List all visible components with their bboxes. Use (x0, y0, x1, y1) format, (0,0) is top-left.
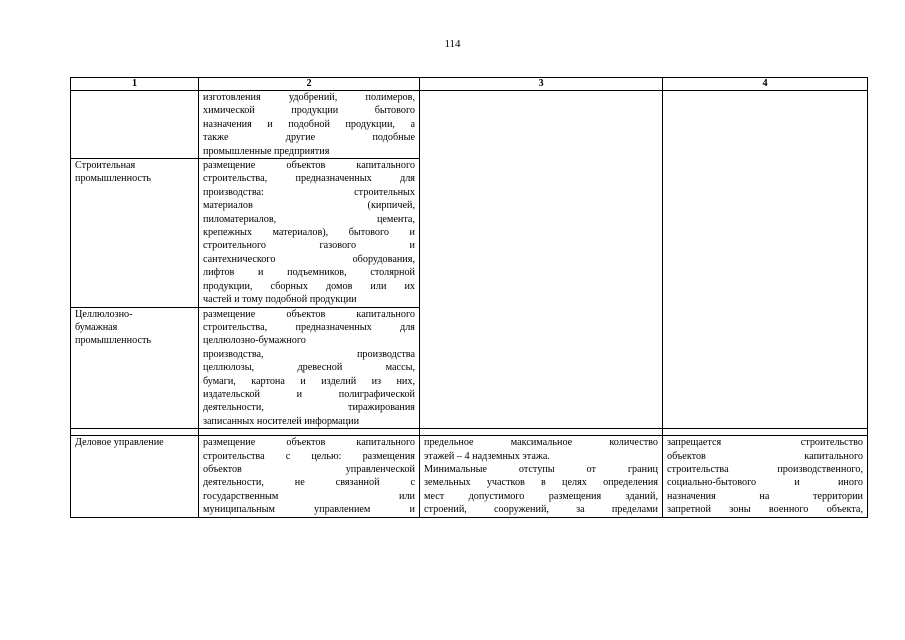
text-line: промышленные предприятия (203, 145, 330, 157)
row-name-cell (71, 307, 199, 429)
text-line: записанных носителей информации (203, 415, 360, 427)
gap-cell (71, 429, 199, 436)
restrictions-cell (663, 91, 868, 429)
text-line: муниципальным управлением и (203, 504, 415, 516)
text-line: социально-бытового и иного (667, 477, 863, 489)
text-line: назначения на территории (667, 490, 863, 502)
parameters-cell (420, 91, 663, 429)
text-line: размещение объектов капитального (203, 160, 415, 172)
column-header-2: 2 (199, 78, 420, 91)
text-line: запретной зоны военного объекта, (667, 504, 863, 516)
text-line: деятельности, тиражирования (203, 402, 415, 414)
text-line: размещение объектов капитального (203, 308, 415, 320)
text-line: государственным или (203, 490, 415, 502)
text-line: лифтов и подъемников, столярной (203, 267, 415, 279)
row-description-cell (199, 159, 420, 307)
text-line: продукции, сборных домов или их (203, 280, 415, 292)
text-line: бумаги, картона и изделий из них, (203, 375, 415, 387)
text-line: этажей – 4 надземных этажа. (424, 450, 550, 462)
table-row (71, 436, 868, 517)
text-line: строительства с целью: размещения (203, 450, 415, 462)
column-header-1: 1 (71, 78, 199, 91)
text-line: промышленность (75, 335, 152, 347)
text-line: строительства, предназначенных для (203, 173, 415, 185)
text-line: деятельности, не связанной с (203, 477, 415, 489)
parameters-cell (420, 436, 663, 517)
gap-cell (663, 429, 868, 436)
table-row (71, 91, 868, 159)
row-name-cell (71, 159, 199, 307)
row-description-cell (199, 436, 420, 517)
text-line: материалов (кирпичей, (203, 200, 415, 212)
text-line: производства, производства (203, 348, 415, 360)
text-line: крепежных материалов), бытового и (203, 227, 415, 239)
text-line: строений, сооружений, за пределами (424, 504, 658, 516)
column-header-4: 4 (663, 78, 868, 91)
text-line: объектов управленческой (203, 463, 415, 475)
row-description-cell (199, 91, 420, 159)
text-line: предельное максимальное количество (424, 437, 658, 449)
text-line: химической продукции бытового (203, 105, 415, 117)
text-line: сантехнического оборудования, (203, 253, 415, 265)
text-line: строительного газового и (203, 240, 415, 252)
text-line: объектов капитального (667, 450, 863, 462)
text-line: назначения и подобной продукции, а (203, 118, 415, 130)
gap-cell (420, 429, 663, 436)
text-line: строительства, предназначенных для (203, 321, 415, 333)
text-line: Целлюлозно- (75, 308, 133, 320)
text-line: издательской и полиграфической (203, 388, 415, 400)
gap-cell (199, 429, 420, 436)
regulations-table (70, 77, 868, 518)
text-line: строительства производственного, (667, 463, 863, 475)
text-line: производства: строительных (203, 186, 415, 198)
text-line: Деловое управление (75, 437, 164, 449)
text-line: земельных участков в целях определения (424, 477, 658, 489)
row-name-cell (71, 91, 199, 159)
text-line: целлюлозно-бумажного (203, 335, 306, 347)
text-line: Строительная (75, 160, 136, 172)
text-line: мест допустимого размещения зданий, (424, 490, 658, 502)
restrictions-cell (663, 436, 868, 517)
column-header-3: 3 (420, 78, 663, 91)
row-description-cell (199, 307, 420, 429)
text-line: Минимальные отступы от границ (424, 463, 658, 475)
text-line: изготовления удобрений, полимеров, (203, 92, 415, 103)
text-line: промышленность (75, 173, 152, 185)
text-line: частей и тому подобной продукции (203, 294, 357, 306)
text-line: размещение объектов капитального (203, 437, 415, 449)
text-line: пиломатериалов, цемента, (203, 213, 415, 225)
text-line: также другие подобные (203, 132, 415, 144)
text-line: запрещается строительство (667, 437, 863, 449)
page-number: 114 (444, 38, 461, 50)
text-line: целлюлозы, древесной массы, (203, 362, 415, 374)
table-gap-row (71, 429, 868, 436)
table-header-row (71, 78, 868, 91)
text-line: бумажная (75, 321, 118, 333)
row-name-cell (71, 436, 199, 517)
